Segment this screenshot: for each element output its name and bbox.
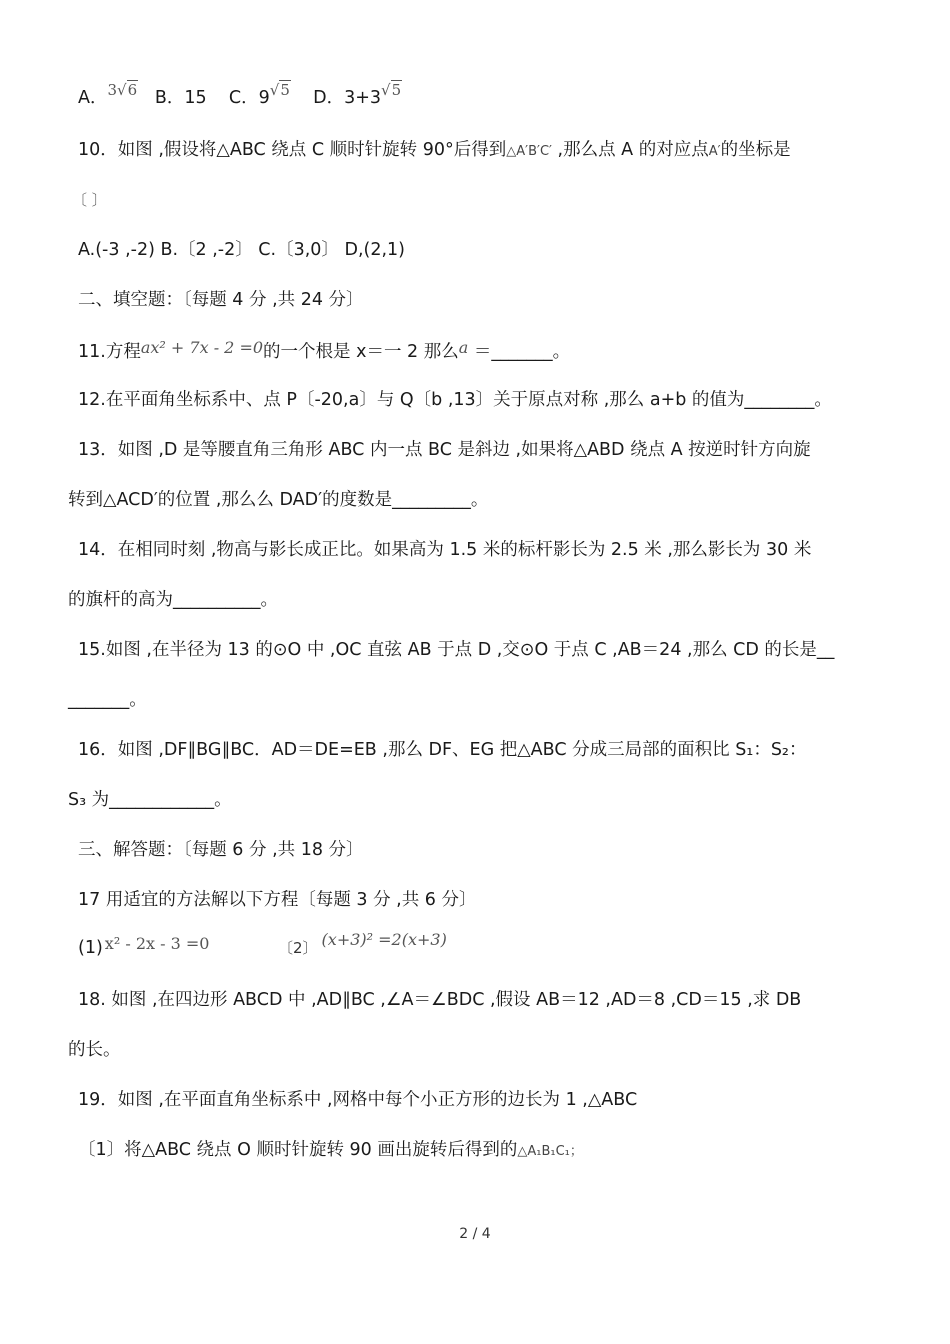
q17-part-2 [278,930,447,960]
q9-d-rad: 5 [391,81,402,99]
section-3-heading: 三、解答题：〔每题 6 分 ,共 18 分〕 [78,840,364,860]
q12-question: 12.在平面角坐标系中、点 P〔-20,a〕与 Q〔b ,13〕关于原点对称 ,那么 a+b 的值为________。 [78,390,832,410]
q17-part-2-label: 〔2〕 [278,939,318,957]
q18-line-2: 的长。 [68,1040,121,1060]
q15-line-2: _______。 [68,690,147,710]
q10-text-b: ,那么点 A 的对应点 [551,140,709,160]
q9-c-rad: 5 [280,81,290,99]
q17-part-1-label: (1) [78,938,103,958]
q9-option-d-radical: √5 [381,81,402,99]
q10-answer-paren: 〔 〕 [72,191,107,209]
q15-line-1: 15.如图 ,在半径为 13 的⊙O 中 ,OC 直弦 AB 于点 D ,交⊙O 于点 C ,AB＝24 ,那么 CD 的长是__ [78,640,835,660]
q13-line-2: 转到△ACD′的位置 ,那么么 DAD′的度数是_________。 [68,490,489,510]
page-number: 2 / 4 [459,1226,491,1242]
q14-line-2: 的旗杆的高为__________。 [68,590,278,610]
q10-triangle-label: △A′B′C′ [506,144,552,159]
q9-option-a-label: A． [78,88,108,108]
q19-sub-1-text: 〔1〕将△ABC 绕点 O 顺时针旋转 90 画出旋转后得到的 [78,1140,518,1160]
q19-sub-1-triangle: △A₁B₁C₁； [517,1144,583,1159]
q10-options: A.(-3 ,-2) B.〔2 ,-2〕 C.〔3,0〕 D,(2,1) [78,240,406,260]
q9-a-coef: 3 [107,81,118,99]
q9-a-rad: 6 [127,81,138,99]
q9-option-d-label: D．3+3 [313,88,382,108]
q19-sub-1 [78,1138,583,1164]
q11-middle: 的一个根是 x＝一 2 那么 [263,342,459,362]
q11-variable: a [458,338,469,357]
q14-line-1: 14．在相同时刻 ,物高与影长成正比。如果高为 1.5 米的标杆影长为 2.5 米 ,那么影长为 30 米 [78,540,812,560]
q9-option-b: B．15 [154,88,207,108]
q10-point-label: A′ [708,144,721,159]
q9-option-c-radical: √5 [269,81,290,99]
q17-part-1-equation: x² - 2x - 3 =0 [104,934,210,953]
q13-line-1: 13．如图 ,D 是等腰直角三角形 ABC 内一点 BC 是斜边 ,如果将△ABD 绕点 A 按逆时针方向旋 [78,440,811,460]
q16-line-1: 16．如图 ,DF∥BG∥BC．AD＝DE=EB ,那么 DF、EG 把△ABC 分成三局部的面积比 S₁：S₂： [78,740,807,760]
q17-part-2-equation: (x+3)² =2(x+3) [321,930,447,949]
q9-options [78,81,402,110]
q10-text-a: 10．如图 ,假设将△ABC 绕点 C 顺时针旋转 90°后得到 [78,140,507,160]
q16-line-2: S₃ 为____________。 [68,790,232,810]
q17-part-1 [78,936,209,960]
q11-equation: ax² + 7x - 2 =0 [140,338,264,357]
q18-line-1: 18. 如图 ,在四边形 ABCD 中 ,AD∥BC ,∠A＝∠BDC ,假设 AB＝12 ,AD＝8 ,CD＝15 ,求 DB [78,990,802,1010]
q9-option-c-label: C．9 [228,88,270,108]
q11-question [78,340,570,364]
q11-prefix: 11.方程 [78,342,141,362]
q11-suffix: ＝_______。 [468,342,571,362]
q9-option-a-radical: 3√6 [107,81,138,99]
q19-line-1: 19．如图 ,在平面直角坐标系中 ,网格中每个小正方形的边长为 1 ,△ABC [78,1090,638,1110]
q17-title: 17 用适宜的方法解以下方程〔每题 3 分 ,共 6 分〕 [78,890,477,910]
q10-question [78,138,791,164]
q10-text-c: 的坐标是 [720,140,791,160]
section-2-heading: 二、填空题：〔每题 4 分 ,共 24 分〕 [78,290,364,310]
